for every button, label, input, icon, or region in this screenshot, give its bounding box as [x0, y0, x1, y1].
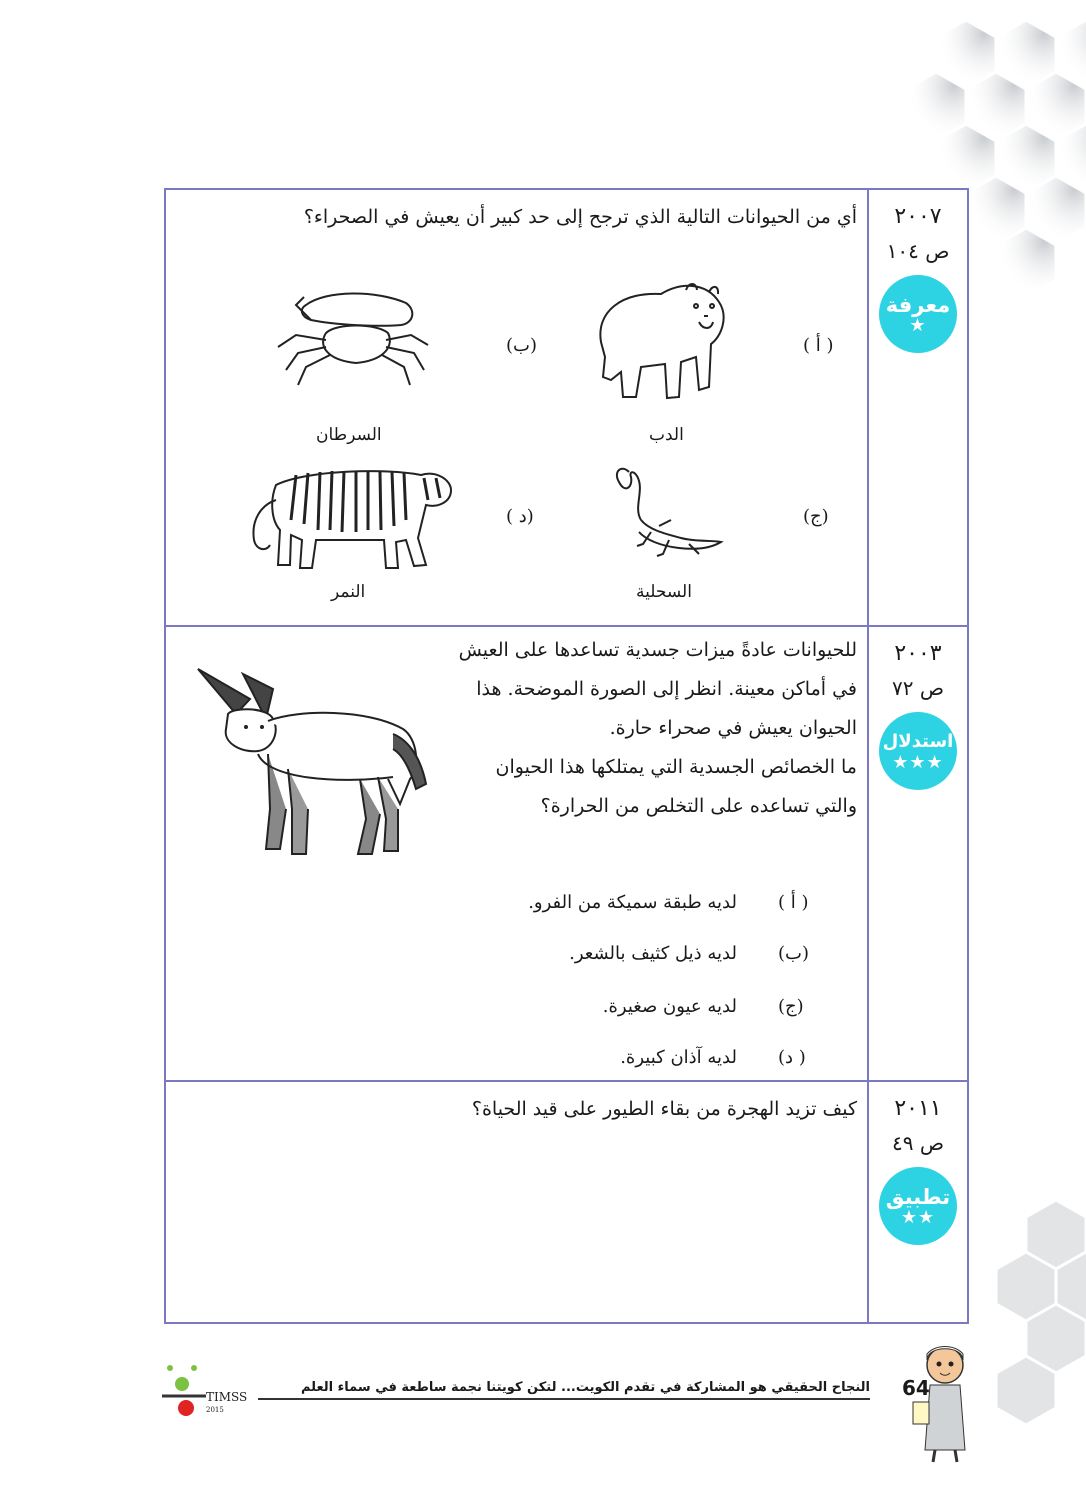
question-row-1	[165, 189, 968, 626]
question-line: في أماكن معينة. انظر إلى الصورة الموضحة. هذا	[476, 678, 857, 700]
option-letter-d: ( د)	[778, 1047, 806, 1068]
timss-logo	[160, 1362, 208, 1422]
level-label: تطبيق	[885, 1185, 951, 1209]
lizard-image	[611, 462, 726, 562]
question-text	[427, 627, 867, 826]
choice-letter-a: ( أ )	[803, 335, 834, 356]
animal-name-crab: السرطان	[316, 425, 382, 444]
star-icon: ★★	[900, 1207, 936, 1228]
question-row-3	[165, 1081, 968, 1323]
bear-image	[581, 272, 731, 407]
star-icon: ★	[909, 315, 927, 336]
timss-year: 2015	[206, 1406, 224, 1414]
level-badge	[879, 275, 957, 353]
level-badge	[879, 712, 957, 790]
choice-letter-d: ( د)	[506, 506, 534, 527]
star-icon: ★★★	[892, 752, 944, 773]
crab-image	[266, 285, 436, 395]
fox-image	[188, 659, 428, 864]
question-content-1	[165, 189, 868, 626]
question-meta-3	[868, 1081, 968, 1323]
question-line: للحيوانات عادةً ميزات جسدية تساعدها على العيش	[458, 639, 857, 661]
option-letter-c: (ج)	[778, 996, 804, 1017]
question-year: ٢٠٠٧	[894, 204, 942, 229]
question-line: الحيوان يعيش في صحراء حارة.	[609, 717, 857, 739]
animal-name-lizard: السحلية	[636, 582, 692, 601]
question-text: أي من الحيوانات التالية الذي ترجح إلى حد كبير أن يعيش في الصحراء؟	[303, 206, 857, 228]
question-year: ٢٠١١	[894, 1096, 942, 1121]
option-letter-b: (ب)	[778, 943, 809, 964]
question-meta-2	[868, 626, 968, 1081]
student-mascot-icon	[905, 1340, 975, 1465]
level-badge	[879, 1167, 957, 1245]
question-year: ٢٠٠٣	[894, 641, 942, 666]
question-text: كيف تزيد الهجرة من بقاء الطيور على قيد الحياة؟	[471, 1098, 857, 1120]
footer-slogan: النجاح الحقيقي هو المشاركة في تقدم الكويت... لتكن كويتنا نجمة ساطعة في سماء العلم	[258, 1380, 870, 1400]
option-text-d: لديه آذان كبيرة.	[620, 1047, 737, 1068]
option-text-c: لديه عيون صغيرة.	[602, 996, 737, 1017]
question-line: ما الخصائص الجسدية التي يمتلكها هذا الحيوان	[495, 756, 857, 778]
question-content-2	[165, 626, 868, 1081]
question-meta-1	[868, 189, 968, 626]
tiger-image	[246, 460, 456, 575]
question-line: والتي تساعده على التخلص من الحرارة؟	[540, 795, 857, 817]
animal-name-bear: الدب	[649, 425, 684, 444]
question-page: ص ٤٩	[891, 1131, 945, 1155]
question-row-2	[165, 626, 968, 1081]
choice-letter-c: (ج)	[803, 506, 829, 527]
page-number: 64	[902, 1376, 930, 1400]
animal-name-tiger: النمر	[331, 582, 366, 601]
choice-letter-b: (ب)	[506, 335, 538, 356]
question-page: ص ٧٢	[891, 676, 945, 700]
option-letter-a: ( أ )	[778, 892, 809, 913]
timss-text: TIMSS	[206, 1390, 248, 1404]
questions-table	[164, 188, 969, 1324]
question-page: ص ١٠٤	[886, 239, 950, 263]
option-text-b: لديه ذيل كثيف بالشعر.	[569, 943, 737, 964]
option-text-a: لديه طبقة سميكة من الفرو.	[528, 892, 737, 913]
level-label: استدلال	[882, 731, 954, 752]
level-label: معرفة	[885, 293, 951, 317]
question-content-3	[165, 1081, 868, 1323]
